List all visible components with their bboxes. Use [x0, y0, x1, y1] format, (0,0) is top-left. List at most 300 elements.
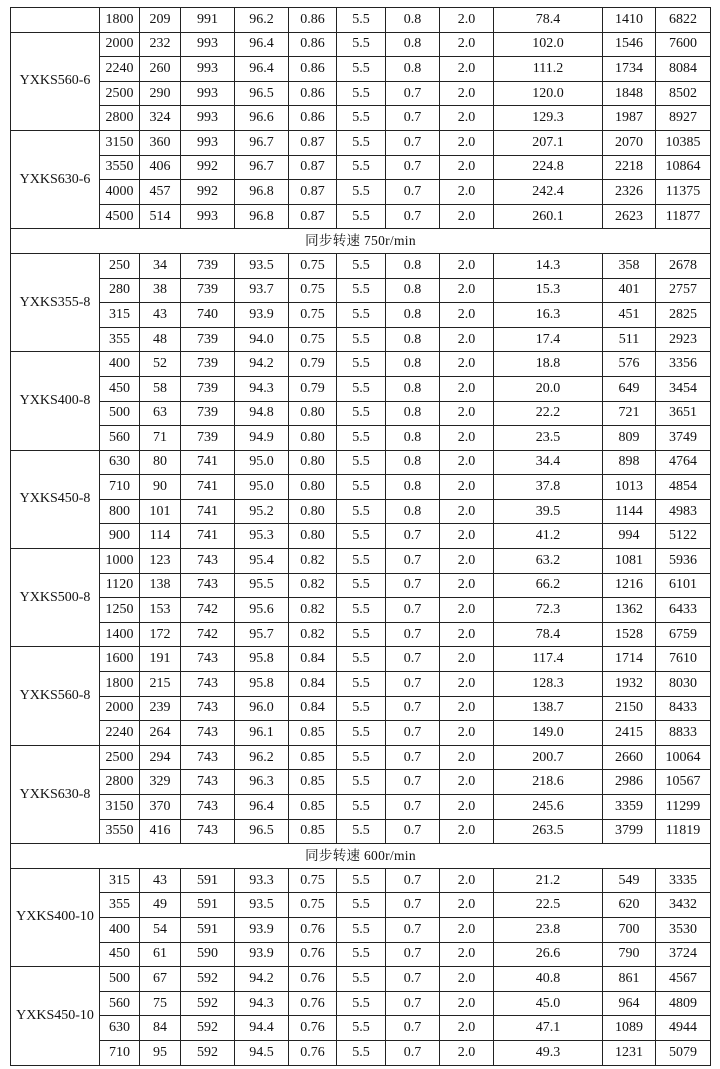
table-cell: 0.8	[386, 401, 440, 426]
table-cell: 0.8	[386, 32, 440, 57]
table-cell: 43	[140, 303, 181, 328]
table-cell: 993	[181, 130, 235, 155]
table-cell: 0.80	[289, 401, 337, 426]
table-cell: 8927	[656, 106, 711, 131]
table-cell: 400	[100, 917, 140, 942]
table-cell: 96.7	[235, 130, 289, 155]
table-cell: 5.5	[337, 180, 386, 205]
table-cell: 1362	[603, 598, 656, 623]
table-cell: 0.85	[289, 770, 337, 795]
table-cell: 0.84	[289, 672, 337, 697]
table-cell: 2.0	[440, 598, 494, 623]
table-cell: 2500	[100, 81, 140, 106]
table-cell: 2.0	[440, 155, 494, 180]
table-cell: 451	[603, 303, 656, 328]
table-cell: 2.0	[440, 672, 494, 697]
table-cell: 111.2	[494, 57, 603, 82]
table-cell: 2.0	[440, 106, 494, 131]
table-cell: 2.0	[440, 942, 494, 967]
table-cell: 742	[181, 622, 235, 647]
table-cell: 263.5	[494, 819, 603, 844]
table-cell: 1714	[603, 647, 656, 672]
table-cell: 245.6	[494, 795, 603, 820]
table-cell: 1400	[100, 622, 140, 647]
table-cell: 90	[140, 475, 181, 500]
table-cell: 5.5	[337, 795, 386, 820]
table-cell: 96.1	[235, 721, 289, 746]
table-row	[11, 942, 711, 967]
table-cell: 96.2	[235, 8, 289, 33]
model-cell: YXKS400-8	[11, 352, 100, 450]
table-cell: 224.8	[494, 155, 603, 180]
table-cell: 94.2	[235, 967, 289, 992]
table-cell: 743	[181, 696, 235, 721]
table-cell: 0.87	[289, 180, 337, 205]
table-cell: 721	[603, 401, 656, 426]
table-row	[11, 573, 711, 598]
table-cell: 739	[181, 278, 235, 303]
table-cell: 149.0	[494, 721, 603, 746]
table-row	[11, 917, 711, 942]
table-cell: 3799	[603, 819, 656, 844]
table-cell: 2.0	[440, 770, 494, 795]
table-cell: 741	[181, 524, 235, 549]
table-cell: 52	[140, 352, 181, 377]
table-cell: 0.7	[386, 696, 440, 721]
table-cell: 72.3	[494, 598, 603, 623]
table-cell: 5.5	[337, 549, 386, 574]
table-row	[11, 745, 711, 770]
table-cell: 0.8	[386, 352, 440, 377]
table-cell: 2.0	[440, 57, 494, 82]
table-row	[11, 278, 711, 303]
table-row	[11, 57, 711, 82]
table-cell: 16.3	[494, 303, 603, 328]
table-cell: 743	[181, 549, 235, 574]
table-cell: 0.76	[289, 917, 337, 942]
table-cell: 2.0	[440, 967, 494, 992]
table-row	[11, 647, 711, 672]
table-cell: 94.5	[235, 1040, 289, 1065]
table-cell: 96.0	[235, 696, 289, 721]
table-cell: 993	[181, 57, 235, 82]
table-cell: 0.7	[386, 991, 440, 1016]
table-cell: 809	[603, 426, 656, 451]
table-cell: 743	[181, 647, 235, 672]
table-cell: 138	[140, 573, 181, 598]
model-cell: YXKS560-8	[11, 647, 100, 745]
table-cell: 0.7	[386, 770, 440, 795]
table-cell: 591	[181, 917, 235, 942]
table-cell: 0.82	[289, 573, 337, 598]
table-cell: 743	[181, 721, 235, 746]
table-cell: 96.6	[235, 106, 289, 131]
table-cell: 0.7	[386, 81, 440, 106]
table-cell: 740	[181, 303, 235, 328]
table-cell: 5.5	[337, 1016, 386, 1041]
table-cell: 2.0	[440, 696, 494, 721]
table-row	[11, 376, 711, 401]
table-cell: 2.0	[440, 376, 494, 401]
table-cell: 0.7	[386, 1016, 440, 1041]
table-cell: 592	[181, 991, 235, 1016]
table-cell: 2000	[100, 32, 140, 57]
table-cell: 22.2	[494, 401, 603, 426]
table-cell: 630	[100, 1016, 140, 1041]
table-cell: 10864	[656, 155, 711, 180]
table-cell: 739	[181, 253, 235, 278]
table-cell: 0.86	[289, 57, 337, 82]
table-cell: 2.0	[440, 450, 494, 475]
table-row	[11, 155, 711, 180]
table-cell: 964	[603, 991, 656, 1016]
table-cell: 993	[181, 81, 235, 106]
table-cell: 0.86	[289, 106, 337, 131]
table-cell: 2.0	[440, 81, 494, 106]
table-cell: 2150	[603, 696, 656, 721]
table-cell: 80	[140, 450, 181, 475]
table-cell: 3432	[656, 893, 711, 918]
table-cell: 0.80	[289, 450, 337, 475]
table-cell: 0.8	[386, 376, 440, 401]
table-row	[11, 352, 711, 377]
table-cell: 0.85	[289, 795, 337, 820]
table-cell: 93.7	[235, 278, 289, 303]
table-cell: 95.6	[235, 598, 289, 623]
table-cell: 0.75	[289, 327, 337, 352]
table-cell: 38	[140, 278, 181, 303]
table-cell: 5.5	[337, 917, 386, 942]
model-cell: YXKS450-10	[11, 967, 100, 1065]
table-cell: 457	[140, 180, 181, 205]
table-cell: 739	[181, 327, 235, 352]
table-row	[11, 524, 711, 549]
table-cell: 0.79	[289, 376, 337, 401]
table-cell: 96.5	[235, 819, 289, 844]
table-cell: 2.0	[440, 795, 494, 820]
table-cell: 2.0	[440, 524, 494, 549]
table-cell: 2678	[656, 253, 711, 278]
table-cell: 5.5	[337, 303, 386, 328]
table-cell: 4854	[656, 475, 711, 500]
table-row	[11, 327, 711, 352]
table-cell: 95.5	[235, 573, 289, 598]
table-cell: 0.84	[289, 696, 337, 721]
table-row	[11, 696, 711, 721]
table-cell: 0.7	[386, 1040, 440, 1065]
table-cell: 153	[140, 598, 181, 623]
table-cell: 1932	[603, 672, 656, 697]
table-cell: 649	[603, 376, 656, 401]
section-row	[11, 229, 711, 254]
table-cell: 450	[100, 376, 140, 401]
table-cell: 94.2	[235, 352, 289, 377]
table-cell: 591	[181, 893, 235, 918]
table-cell: 123	[140, 549, 181, 574]
table-cell: 120.0	[494, 81, 603, 106]
table-row	[11, 130, 711, 155]
model-cell: YXKS560-6	[11, 32, 100, 130]
table-cell: 2326	[603, 180, 656, 205]
table-cell: 0.7	[386, 622, 440, 647]
table-cell: 84	[140, 1016, 181, 1041]
table-cell: 5.5	[337, 57, 386, 82]
table-cell: 2.0	[440, 573, 494, 598]
table-cell: 96.4	[235, 57, 289, 82]
section-heading: 同步转速 600r/min	[11, 844, 711, 869]
table-cell: 2.0	[440, 1040, 494, 1065]
table-cell: 739	[181, 352, 235, 377]
table-cell: 511	[603, 327, 656, 352]
table-cell: 560	[100, 991, 140, 1016]
section-row	[11, 844, 711, 869]
table-cell: 2.0	[440, 352, 494, 377]
table-cell: 2.0	[440, 991, 494, 1016]
table-cell: 592	[181, 1016, 235, 1041]
table-cell: 5.5	[337, 8, 386, 33]
table-cell: 5.5	[337, 426, 386, 451]
table-cell: 401	[603, 278, 656, 303]
table-cell: 129.3	[494, 106, 603, 131]
table-cell: 78.4	[494, 8, 603, 33]
table-cell: 26.6	[494, 942, 603, 967]
table-row	[11, 598, 711, 623]
table-cell: 0.7	[386, 549, 440, 574]
table-cell: 11819	[656, 819, 711, 844]
table-cell: 400	[100, 352, 140, 377]
table-cell: 861	[603, 967, 656, 992]
table-cell: 8030	[656, 672, 711, 697]
table-cell: 93.9	[235, 303, 289, 328]
table-cell: 95.8	[235, 672, 289, 697]
table-cell: 5.5	[337, 499, 386, 524]
table-cell: 49.3	[494, 1040, 603, 1065]
table-cell: 10064	[656, 745, 711, 770]
table-row	[11, 991, 711, 1016]
table-cell: 0.87	[289, 204, 337, 229]
table-cell: 96.4	[235, 32, 289, 57]
table-row	[11, 967, 711, 992]
table-cell: 20.0	[494, 376, 603, 401]
table-cell: 94.3	[235, 376, 289, 401]
table-cell: 5.5	[337, 475, 386, 500]
table-cell: 1546	[603, 32, 656, 57]
table-cell: 78.4	[494, 622, 603, 647]
table-cell: 0.7	[386, 795, 440, 820]
table-cell: 95	[140, 1040, 181, 1065]
table-cell: 0.75	[289, 868, 337, 893]
table-cell: 260	[140, 57, 181, 82]
table-cell: 790	[603, 942, 656, 967]
table-cell: 2.0	[440, 1016, 494, 1041]
table-cell: 0.80	[289, 475, 337, 500]
table-cell: 294	[140, 745, 181, 770]
table-cell: 1600	[100, 647, 140, 672]
table-cell: 0.7	[386, 106, 440, 131]
table-cell: 0.75	[289, 253, 337, 278]
table-cell: 2825	[656, 303, 711, 328]
table-cell: 549	[603, 868, 656, 893]
table-cell: 4983	[656, 499, 711, 524]
table-cell: 0.82	[289, 622, 337, 647]
table-cell: 71	[140, 426, 181, 451]
table-cell: 3749	[656, 426, 711, 451]
table-cell: 260.1	[494, 204, 603, 229]
table-cell: 993	[181, 204, 235, 229]
table-cell: 2240	[100, 721, 140, 746]
table-cell: 1120	[100, 573, 140, 598]
table-cell: 21.2	[494, 868, 603, 893]
model-cell: YXKS500-8	[11, 549, 100, 647]
table-cell: 0.76	[289, 1016, 337, 1041]
table-cell: 0.84	[289, 647, 337, 672]
table-cell: 96.8	[235, 204, 289, 229]
table-cell: 0.8	[386, 57, 440, 82]
table-cell: 2.0	[440, 819, 494, 844]
table-cell: 992	[181, 180, 235, 205]
table-cell: 1013	[603, 475, 656, 500]
table-cell: 592	[181, 967, 235, 992]
table-row	[11, 81, 711, 106]
table-cell: 280	[100, 278, 140, 303]
table-cell: 39.5	[494, 499, 603, 524]
table-cell: 993	[181, 106, 235, 131]
table-cell: 4500	[100, 204, 140, 229]
table-row	[11, 1016, 711, 1041]
table-cell: 5.5	[337, 598, 386, 623]
table-cell: 315	[100, 868, 140, 893]
table-cell: 742	[181, 598, 235, 623]
table-row	[11, 721, 711, 746]
table-cell: 18.8	[494, 352, 603, 377]
table-cell: 324	[140, 106, 181, 131]
table-cell: 95.4	[235, 549, 289, 574]
table-cell: 514	[140, 204, 181, 229]
table-cell: 5.5	[337, 81, 386, 106]
table-cell: 290	[140, 81, 181, 106]
table-cell: 94.3	[235, 991, 289, 1016]
table-cell: 0.7	[386, 573, 440, 598]
table-row	[11, 401, 711, 426]
table-row	[11, 180, 711, 205]
table-cell: 10567	[656, 770, 711, 795]
table-cell: 6822	[656, 8, 711, 33]
table-cell: 2.0	[440, 721, 494, 746]
table-cell: 93.3	[235, 868, 289, 893]
table-cell: 590	[181, 942, 235, 967]
table-cell: 250	[100, 253, 140, 278]
table-row	[11, 204, 711, 229]
table-cell: 741	[181, 450, 235, 475]
table-cell: 993	[181, 32, 235, 57]
table-cell: 1987	[603, 106, 656, 131]
table-cell: 743	[181, 573, 235, 598]
table-cell: 2.0	[440, 180, 494, 205]
table-cell: 8833	[656, 721, 711, 746]
table-cell: 0.7	[386, 942, 440, 967]
table-cell: 2800	[100, 106, 140, 131]
table-cell: 739	[181, 426, 235, 451]
table-cell: 2.0	[440, 303, 494, 328]
table-cell: 0.86	[289, 81, 337, 106]
table-cell: 0.7	[386, 598, 440, 623]
table-cell: 4567	[656, 967, 711, 992]
table-cell: 1144	[603, 499, 656, 524]
table-cell: 264	[140, 721, 181, 746]
table-cell: 3150	[100, 795, 140, 820]
table-cell: 63.2	[494, 549, 603, 574]
model-cell: YXKS630-6	[11, 130, 100, 228]
table-cell: 67	[140, 967, 181, 992]
table-cell: 0.7	[386, 155, 440, 180]
table-cell: 0.7	[386, 721, 440, 746]
table-cell: 5.5	[337, 745, 386, 770]
table-cell: 5.5	[337, 327, 386, 352]
table-cell: 101	[140, 499, 181, 524]
table-cell: 40.8	[494, 967, 603, 992]
table-cell: 0.8	[386, 450, 440, 475]
table-cell: 191	[140, 647, 181, 672]
table-row	[11, 106, 711, 131]
table-cell: 743	[181, 770, 235, 795]
table-cell: 2986	[603, 770, 656, 795]
table-cell: 3150	[100, 130, 140, 155]
table-row	[11, 795, 711, 820]
table-cell: 5.5	[337, 401, 386, 426]
table-cell: 0.79	[289, 352, 337, 377]
table-cell: 0.7	[386, 819, 440, 844]
table-cell: 5.5	[337, 573, 386, 598]
table-cell: 0.86	[289, 8, 337, 33]
table-cell: 0.87	[289, 130, 337, 155]
table-cell: 360	[140, 130, 181, 155]
table-cell: 2.0	[440, 647, 494, 672]
table-cell: 743	[181, 672, 235, 697]
table-cell: 0.87	[289, 155, 337, 180]
table-cell: 5.5	[337, 130, 386, 155]
model-cell: YXKS630-8	[11, 745, 100, 843]
table-cell: 3550	[100, 819, 140, 844]
table-cell: 1800	[100, 672, 140, 697]
table-cell: 2.0	[440, 745, 494, 770]
table-cell: 3359	[603, 795, 656, 820]
table-row	[11, 549, 711, 574]
table-cell: 5.5	[337, 376, 386, 401]
table-cell: 2500	[100, 745, 140, 770]
table-cell: 355	[100, 893, 140, 918]
table-cell: 5.5	[337, 672, 386, 697]
table-cell: 592	[181, 1040, 235, 1065]
table-cell: 800	[100, 499, 140, 524]
table-cell: 741	[181, 475, 235, 500]
table-cell: 5936	[656, 549, 711, 574]
table-cell: 5.5	[337, 942, 386, 967]
table-cell: 0.8	[386, 499, 440, 524]
table-cell: 47.1	[494, 1016, 603, 1041]
table-cell: 370	[140, 795, 181, 820]
table-cell: 0.7	[386, 745, 440, 770]
table-row	[11, 672, 711, 697]
table-cell: 5.5	[337, 32, 386, 57]
table-cell: 3356	[656, 352, 711, 377]
table-cell: 6759	[656, 622, 711, 647]
table-cell: 48	[140, 327, 181, 352]
table-cell: 5122	[656, 524, 711, 549]
table-cell: 94.0	[235, 327, 289, 352]
table-cell: 96.8	[235, 180, 289, 205]
table-cell: 242.4	[494, 180, 603, 205]
table-cell: 2.0	[440, 278, 494, 303]
